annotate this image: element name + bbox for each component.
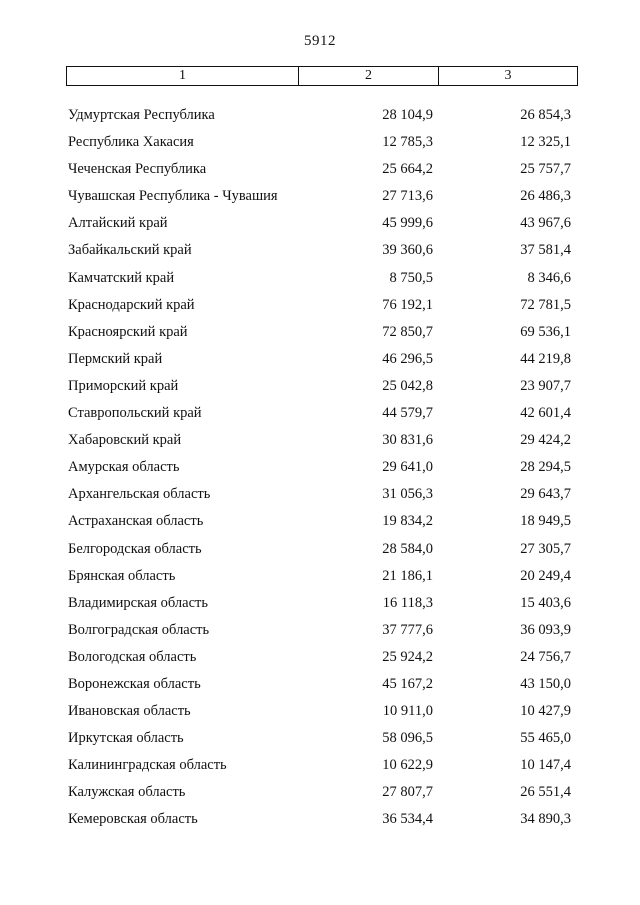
region-name: Астраханская область [68, 513, 204, 530]
value-col-2: 28 104,9 [382, 107, 433, 123]
value-col-2: 12 785,3 [382, 134, 433, 151]
table-row [0, 537, 640, 564]
header-col-1: 1 [67, 67, 299, 85]
table-row [0, 347, 640, 374]
value-col-2: 76 192,1 [382, 296, 433, 313]
table-row [0, 753, 640, 780]
table-row [0, 184, 640, 211]
table-row [0, 320, 640, 347]
region-name: Республика Хакасия [68, 134, 194, 151]
table-row [0, 428, 640, 455]
region-name: Кемеровская область [68, 811, 198, 828]
table-row [0, 780, 640, 807]
table-row [0, 482, 640, 509]
region-name: Удмуртская Республика [68, 107, 215, 123]
value-col-3: 69 536,1 [520, 323, 571, 340]
table-row [0, 374, 640, 401]
value-col-3: 20 249,4 [520, 567, 571, 584]
value-col-3: 43 967,6 [520, 215, 571, 232]
table-row [0, 211, 640, 238]
region-name: Волгоградская область [68, 621, 210, 638]
table-row [0, 699, 640, 726]
value-col-3: 8 346,6 [527, 269, 571, 286]
region-name: Архангельская область [68, 486, 211, 503]
value-col-3: 34 890,3 [520, 811, 571, 828]
value-col-2: 25 924,2 [382, 648, 433, 665]
value-col-3: 26 551,4 [520, 784, 571, 801]
value-col-2: 30 831,6 [382, 432, 433, 449]
value-col-3: 28 294,5 [520, 459, 571, 476]
region-name: Камчатский край [68, 269, 175, 286]
value-col-2: 8 750,5 [389, 269, 433, 286]
value-col-2: 21 186,1 [382, 567, 433, 584]
value-col-2: 44 579,7 [382, 405, 433, 422]
page-number: 5912 [304, 33, 336, 49]
region-name: Краснодарский край [68, 296, 195, 313]
value-col-3: 72 781,5 [520, 296, 571, 313]
value-col-2: 10 622,9 [382, 757, 433, 774]
header-col-3: 3 [504, 68, 512, 83]
value-col-3: 10 147,4 [520, 757, 571, 774]
table-row [0, 807, 640, 834]
region-name: Алтайский край [68, 215, 168, 232]
value-col-2: 45 167,2 [382, 675, 433, 692]
value-col-2: 58 096,5 [382, 730, 433, 747]
region-name: Ставропольский край [68, 405, 202, 422]
value-col-3: 26 486,3 [520, 188, 571, 205]
table-row [0, 564, 640, 591]
region-name: Пермский край [68, 350, 163, 367]
value-col-3: 23 907,7 [520, 377, 571, 394]
value-col-3: 25 757,7 [520, 161, 571, 178]
value-col-3: 37 581,4 [520, 242, 571, 259]
value-col-3: 36 093,9 [520, 621, 571, 638]
value-col-2: 27 807,7 [382, 784, 433, 801]
region-name: Иркутская область [68, 730, 184, 747]
value-col-2: 25 042,8 [382, 377, 433, 394]
value-col-3: 10 427,9 [520, 703, 571, 720]
table-row [0, 618, 640, 645]
table-row [0, 672, 640, 699]
value-col-2: 25 664,2 [382, 161, 433, 178]
region-name: Белгородская область [68, 540, 202, 557]
value-col-2: 19 834,2 [382, 513, 433, 530]
table-header [66, 66, 578, 86]
value-col-2: 31 056,3 [382, 486, 433, 503]
value-col-3: 44 219,8 [520, 350, 571, 367]
value-col-2: 27 713,6 [382, 188, 433, 205]
table-row [0, 238, 640, 265]
region-name: Ивановская область [68, 703, 191, 720]
value-col-3: 29 424,2 [520, 432, 571, 449]
region-name: Приморский край [68, 377, 179, 394]
value-col-3: 26 854,3 [520, 107, 571, 123]
table-row [0, 455, 640, 482]
region-name: Калужская область [68, 784, 186, 801]
table-row [0, 130, 640, 157]
table-row [0, 103, 640, 130]
table-body [0, 103, 640, 835]
table-row [0, 509, 640, 536]
value-col-2: 39 360,6 [382, 242, 433, 259]
value-col-3: 29 643,7 [520, 486, 571, 503]
value-col-2: 46 296,5 [382, 350, 433, 367]
region-name: Воронежская область [68, 675, 201, 692]
region-name: Вологодская область [68, 648, 197, 665]
table-row [0, 726, 640, 753]
table-row [0, 293, 640, 320]
region-name: Забайкальский край [68, 242, 192, 259]
region-name: Чеченская Республика [68, 161, 207, 178]
value-col-2: 28 584,0 [382, 540, 433, 557]
table-row [0, 645, 640, 672]
value-col-2: 45 999,6 [382, 215, 433, 232]
header-col-2: 2 [299, 67, 439, 85]
value-col-2: 10 911,0 [382, 703, 433, 720]
region-name: Хабаровский край [68, 432, 182, 449]
region-name: Владимирская область [68, 594, 208, 611]
value-col-3: 12 325,1 [520, 134, 571, 151]
table-row [0, 591, 640, 618]
region-name: Брянская область [68, 567, 176, 584]
region-name: Красноярский край [68, 323, 188, 340]
value-col-2: 16 118,3 [382, 594, 433, 611]
value-col-2: 29 641,0 [382, 459, 433, 476]
value-col-3: 55 465,0 [520, 730, 571, 747]
region-name: Амурская область [68, 459, 180, 476]
value-col-3: 24 756,7 [520, 648, 571, 665]
value-col-3: 42 601,4 [520, 405, 571, 422]
table-row [0, 401, 640, 428]
value-col-3: 18 949,5 [520, 513, 571, 530]
table-row [0, 266, 640, 293]
region-name: Чувашская Республика - Чувашия [68, 188, 278, 205]
value-col-3: 43 150,0 [520, 675, 571, 692]
value-col-2: 36 534,4 [382, 811, 433, 828]
value-col-2: 37 777,6 [382, 621, 433, 638]
region-name: Калининградская область [68, 757, 227, 774]
table-row [0, 157, 640, 184]
value-col-3: 15 403,6 [520, 594, 571, 611]
value-col-2: 72 850,7 [382, 323, 433, 340]
value-col-3: 27 305,7 [520, 540, 571, 557]
